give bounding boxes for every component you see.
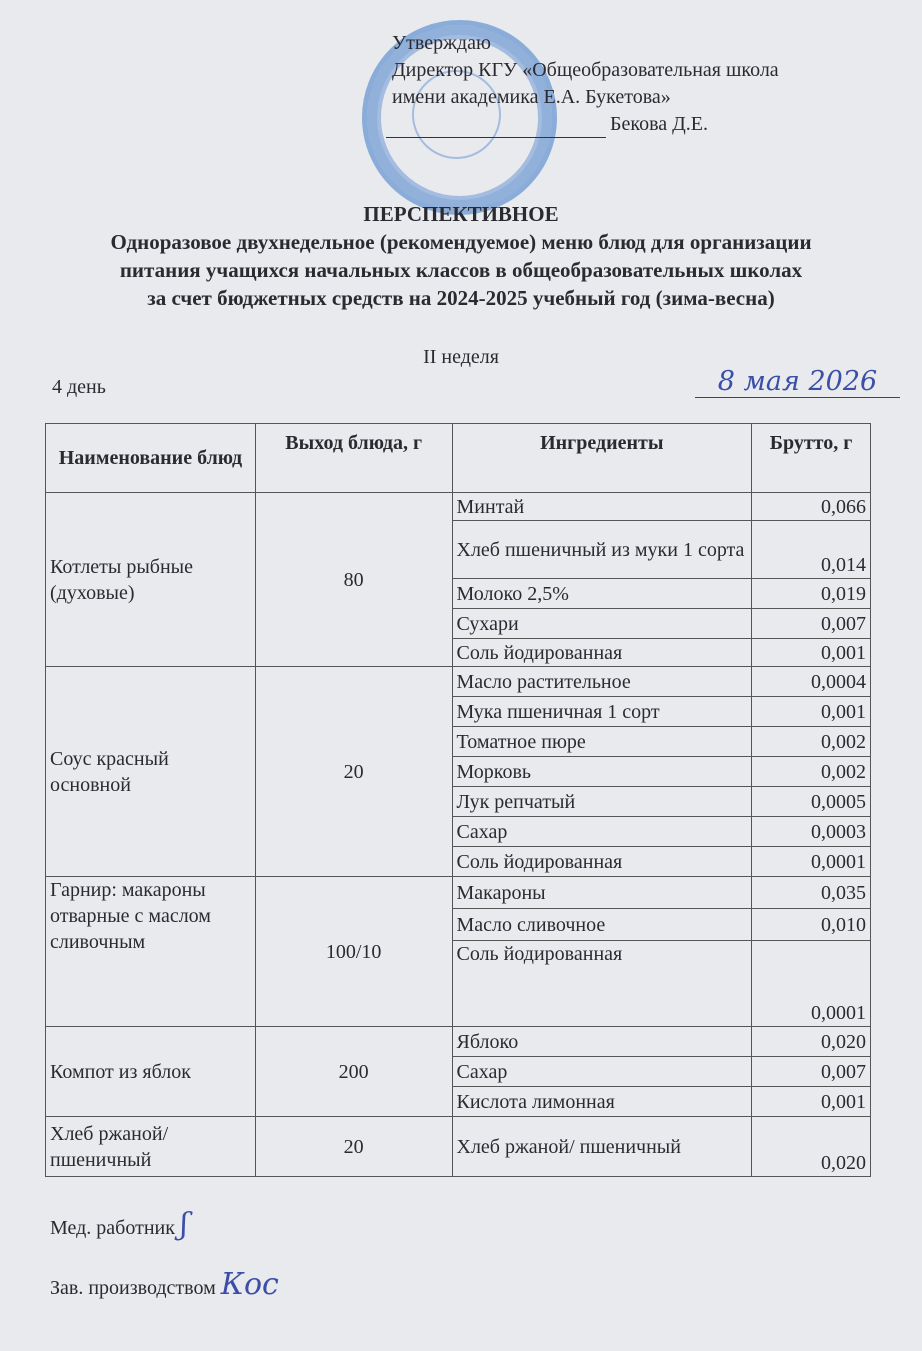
ingredient-gross: 0,0003 (752, 817, 871, 847)
dish-name: Гарнир: макароны отварные с маслом сливочным (46, 877, 256, 1027)
production-label: Зав. производством (50, 1277, 216, 1299)
ingredient-name: Сахар (452, 1057, 752, 1087)
dish-yield: 80 (255, 493, 452, 667)
ingredient-gross: 0,0001 (752, 847, 871, 877)
ingredient-gross: 0,007 (752, 1057, 871, 1087)
header-dish: Наименование блюд (46, 424, 256, 493)
ingredient-gross: 0,002 (752, 757, 871, 787)
ingredient-gross: 0,014 (752, 521, 871, 579)
approval-director: Директор КГУ «Общеобразовательная школа (392, 59, 779, 81)
ingredient-gross: 0,007 (752, 609, 871, 639)
ingredient-gross: 0,0005 (752, 787, 871, 817)
table-row (46, 877, 871, 909)
ingredient-name: Макароны (452, 877, 752, 909)
production-signature-field (50, 1267, 279, 1302)
menu-table (45, 423, 871, 1177)
ingredient-gross: 0,002 (752, 727, 871, 757)
production-signature: Кос (220, 1267, 279, 1302)
ingredient-gross: 0,020 (752, 1027, 871, 1057)
table-header-row (46, 424, 871, 493)
ingredient-gross: 0,020 (752, 1117, 871, 1177)
ingredient-name: Яблоко (452, 1027, 752, 1057)
ingredient-name: Хлеб пшеничный из муки 1 сорта (452, 521, 752, 579)
dish-name: Компот из яблок (46, 1027, 256, 1117)
approval-signer: Бекова Д.Е. (610, 113, 708, 135)
handwritten-date: 8 мая 2026 (695, 366, 900, 398)
medic-label: Мед. работник (50, 1217, 175, 1239)
ingredient-name: Мука пшеничная 1 сорт (452, 697, 752, 727)
doc-title: ПЕРСПЕКТИВНОЕ (363, 202, 559, 226)
ingredient-name: Соль йодированная (452, 941, 752, 1027)
dish-yield: 200 (255, 1027, 452, 1117)
approval-heading: Утверждаю (392, 32, 491, 54)
doc-subtitle-3: за счет бюджетных средств на 2024-2025 учебный год (зима-весна) (147, 286, 775, 310)
medic-signature: ʃ (179, 1207, 189, 1242)
ingredient-gross: 0,019 (752, 579, 871, 609)
signature-line (386, 117, 606, 138)
table-row (46, 667, 871, 697)
week-label: II неделя (423, 346, 499, 368)
ingredient-name: Томатное пюре (452, 727, 752, 757)
table-row (46, 493, 871, 521)
medic-signature-field (50, 1207, 188, 1242)
ingredient-name: Морковь (452, 757, 752, 787)
header-gross: Брутто, г (752, 424, 871, 493)
dish-name: Хлеб ржаной/ пшеничный (46, 1117, 256, 1177)
ingredient-gross: 0,001 (752, 1087, 871, 1117)
dish-yield: 20 (255, 1117, 452, 1177)
ingredient-name: Соль йодированная (452, 847, 752, 877)
header-ingredients: Ингредиенты (452, 424, 752, 493)
dish-yield: 20 (255, 667, 452, 877)
doc-subtitle-1: Одноразовое двухнедельное (рекомендуемое) меню блюд для организации (110, 230, 812, 254)
approval-block (392, 30, 779, 138)
ingredient-name: Минтай (452, 493, 752, 521)
table-row (46, 1027, 871, 1057)
doc-subtitle-2: питания учащихся начальных классов в общеобразовательных школах (119, 258, 803, 282)
ingredient-gross: 0,010 (752, 909, 871, 941)
ingredient-name: Масло сливочное (452, 909, 752, 941)
ingredient-name: Лук репчатый (452, 787, 752, 817)
ingredient-name: Молоко 2,5% (452, 579, 752, 609)
ingredient-name: Соль йодированная (452, 639, 752, 667)
header-yield: Выход блюда, г (255, 424, 452, 493)
ingredient-gross: 0,066 (752, 493, 871, 521)
dish-yield: 100/10 (255, 877, 452, 1027)
dish-name: Соус красный основной (46, 667, 256, 877)
ingredient-gross: 0,035 (752, 877, 871, 909)
ingredient-gross: 0,0001 (752, 941, 871, 1027)
ingredient-name: Сахар (452, 817, 752, 847)
ingredient-gross: 0,001 (752, 639, 871, 667)
ingredient-name: Сухари (452, 609, 752, 639)
dish-name: Котлеты рыбные (духовые) (46, 493, 256, 667)
day-label: 4 день (52, 376, 106, 398)
ingredient-gross: 0,0004 (752, 667, 871, 697)
ingredient-name: Масло растительное (452, 667, 752, 697)
ingredient-name: Хлеб ржаной/ пшеничный (452, 1117, 752, 1177)
approval-school: имени академика Е.А. Букетова» (392, 86, 671, 108)
table-row (46, 1117, 871, 1177)
ingredient-name: Кислота лимонная (452, 1087, 752, 1117)
ingredient-gross: 0,001 (752, 697, 871, 727)
